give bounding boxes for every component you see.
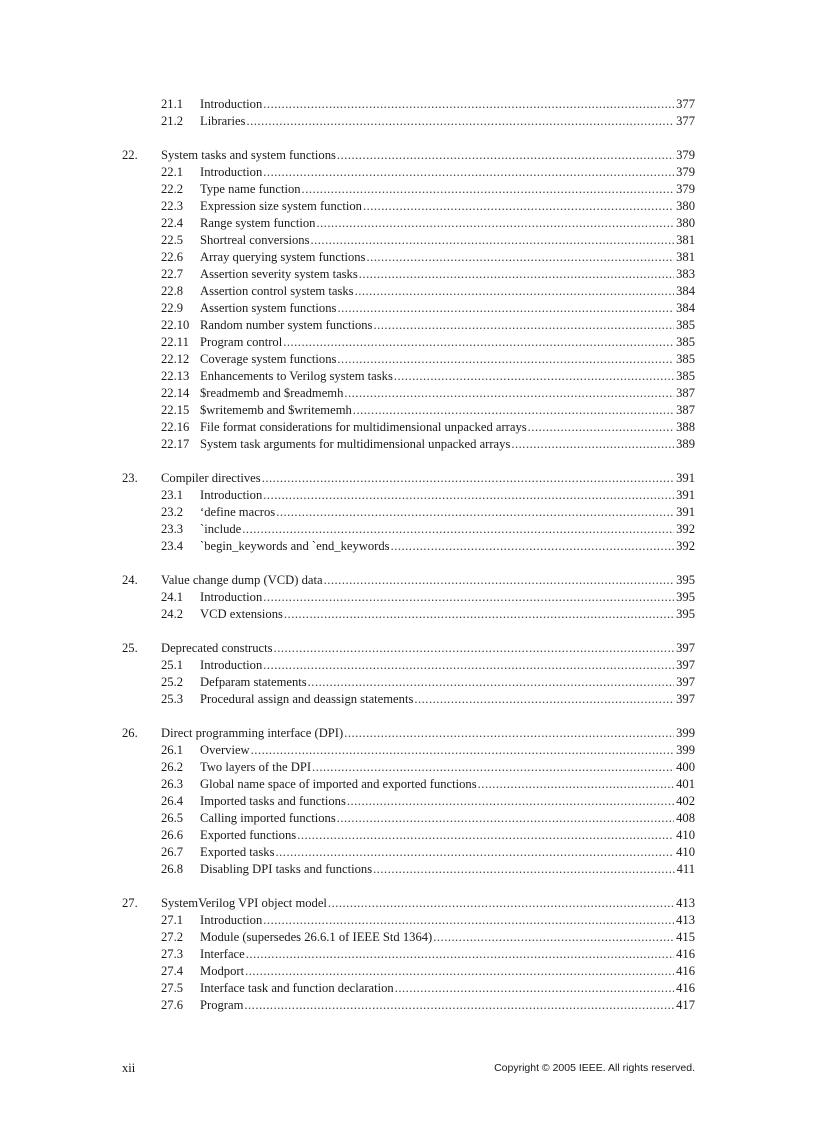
toc-section-row[interactable] [0, 793, 816, 810]
toc-chapter-number: 23. [122, 471, 138, 485]
page-footer [0, 1061, 816, 1077]
toc-section-row[interactable] [0, 589, 816, 606]
toc-section-number: 21.2 [161, 114, 184, 128]
toc-section-number: 22.3 [161, 199, 184, 213]
toc-page-number: 387 [676, 403, 695, 417]
toc-section-row[interactable] [0, 776, 816, 793]
toc-section-number: 26.6 [161, 828, 184, 842]
toc-entry [200, 266, 695, 283]
toc-chapter-number: 27. [122, 896, 138, 910]
toc-section-number: 22.17 [161, 437, 190, 451]
toc-entry [200, 657, 695, 674]
dot-leader [344, 725, 674, 742]
toc-section-title: Procedural assign and deassign statements [200, 692, 414, 706]
toc-page-number: 399 [676, 726, 695, 740]
toc-section-number: 22.16 [161, 420, 190, 434]
toc-section-title: Defparam statements [200, 675, 307, 689]
toc-section-number: 26.5 [161, 811, 184, 825]
toc-page-number: 381 [676, 250, 695, 264]
toc-section-title: Libraries [200, 114, 246, 128]
toc-section-row[interactable] [0, 674, 816, 691]
toc-section-title: Assertion control system tasks [200, 284, 354, 298]
toc-section-number: 22.7 [161, 267, 184, 281]
toc-page-number: 385 [676, 369, 695, 383]
toc-entry [200, 334, 695, 351]
toc-section-title: Type name function [200, 182, 301, 196]
dot-leader [312, 759, 674, 776]
toc-page-number: 391 [676, 488, 695, 502]
toc-entry [200, 793, 695, 810]
toc-entry [200, 963, 695, 980]
toc-section-title: Introduction [200, 97, 263, 111]
toc-entry [200, 538, 695, 555]
toc-page-number: 410 [676, 845, 695, 859]
toc-page-number: 397 [676, 692, 695, 706]
toc-entry [200, 929, 695, 946]
dot-leader [244, 997, 674, 1014]
toc-section-row[interactable] [0, 164, 816, 181]
toc-chapter-row[interactable] [0, 640, 816, 657]
dot-leader [363, 198, 674, 215]
toc-section-row[interactable] [0, 334, 816, 351]
toc-section-number: 22.14 [161, 386, 190, 400]
toc-page-number: 380 [676, 199, 695, 213]
toc-page-number: 381 [676, 233, 695, 247]
dot-leader [297, 827, 674, 844]
toc-chapter-number: 26. [122, 726, 138, 740]
toc-section-number: 23.4 [161, 539, 184, 553]
toc-chapter-number: 24. [122, 573, 138, 587]
toc-page-number: 379 [676, 165, 695, 179]
footer-copyright: Copyright © 2005 IEEE. All rights reserved. [494, 1062, 695, 1074]
dot-leader [251, 742, 674, 759]
toc-section-number: 27.2 [161, 930, 184, 944]
toc-section-number: 27.3 [161, 947, 184, 961]
dot-leader [276, 504, 674, 521]
toc-page-number: 391 [676, 471, 695, 485]
toc-page-number: 397 [676, 675, 695, 689]
dot-leader [511, 436, 674, 453]
toc-section-title: Program control [200, 335, 283, 349]
toc-chapter-group [0, 470, 816, 555]
toc-section-row[interactable] [0, 181, 816, 198]
toc-page-number: 389 [676, 437, 695, 451]
dot-leader [337, 147, 674, 164]
toc-section-row[interactable] [0, 504, 816, 521]
dot-leader [276, 844, 675, 861]
dot-leader [284, 606, 674, 623]
toc-entry [200, 504, 695, 521]
toc-section-number: 26.3 [161, 777, 184, 791]
toc-page-number: 411 [676, 862, 695, 876]
toc-page-number: 416 [676, 947, 695, 961]
toc-section-row[interactable] [0, 691, 816, 708]
toc-section-title: Introduction [200, 590, 263, 604]
toc-section-row[interactable] [0, 844, 816, 861]
toc-section-number: 24.2 [161, 607, 184, 621]
toc-entry [161, 572, 695, 589]
toc-chapter-title: Deprecated constructs [161, 641, 273, 655]
toc-section-title: `include [200, 522, 242, 536]
toc-page-number: 397 [676, 641, 695, 655]
toc-entry [200, 113, 695, 130]
toc-section-title: Introduction [200, 658, 263, 672]
dot-leader [344, 385, 674, 402]
toc-section-row[interactable] [0, 606, 816, 623]
toc-section-row[interactable] [0, 96, 816, 113]
toc-entry [200, 589, 695, 606]
toc-chapter-title: System tasks and system functions [161, 148, 336, 162]
table-of-contents [0, 96, 816, 1031]
dot-leader [414, 691, 674, 708]
toc-page-number: 416 [676, 981, 695, 995]
toc-section-number: 27.5 [161, 981, 184, 995]
toc-section-title: Two layers of the DPI [200, 760, 312, 774]
toc-entry [200, 351, 695, 368]
toc-section-number: 22.9 [161, 301, 184, 315]
toc-entry [200, 691, 695, 708]
toc-page-number: 401 [676, 777, 695, 791]
toc-section-title: ‘define macros [200, 505, 276, 519]
toc-section-row[interactable] [0, 963, 816, 980]
toc-page-number: 379 [676, 148, 695, 162]
toc-section-row[interactable] [0, 759, 816, 776]
toc-entry [161, 470, 695, 487]
toc-page-number: 388 [676, 420, 695, 434]
toc-section-number: 26.8 [161, 862, 184, 876]
dot-leader [242, 521, 674, 538]
toc-entry [200, 997, 695, 1014]
toc-section-number: 26.4 [161, 794, 184, 808]
toc-entry [200, 419, 695, 436]
toc-entry [161, 640, 695, 657]
toc-section-title: Interface task and function declaration [200, 981, 394, 995]
toc-entry [200, 317, 695, 334]
dot-leader [263, 487, 674, 504]
toc-page-number: 377 [676, 114, 695, 128]
toc-section-title: Disabling DPI tasks and functions [200, 862, 373, 876]
toc-entry [200, 742, 695, 759]
toc-page-number: 413 [676, 896, 695, 910]
dot-leader [337, 810, 674, 827]
toc-section-number: 22.1 [161, 165, 184, 179]
toc-page-number: 387 [676, 386, 695, 400]
dot-leader [245, 963, 674, 980]
toc-entry [200, 300, 695, 317]
toc-section-title: Exported tasks [200, 845, 275, 859]
toc-chapter-row[interactable] [0, 470, 816, 487]
toc-page-number: 417 [676, 998, 695, 1012]
toc-section-number: 22.11 [161, 335, 189, 349]
toc-page-number: 383 [676, 267, 695, 281]
toc-section-number: 22.12 [161, 352, 190, 366]
toc-entry [200, 164, 695, 181]
toc-section-title: Assertion system functions [200, 301, 337, 315]
toc-page-number: 395 [676, 573, 695, 587]
dot-leader [310, 232, 674, 249]
toc-page-number: 391 [676, 505, 695, 519]
dot-leader [337, 351, 674, 368]
toc-chapter-row[interactable] [0, 895, 816, 912]
dot-leader [308, 674, 674, 691]
toc-page-number: 399 [676, 743, 695, 757]
toc-section-number: 25.1 [161, 658, 184, 672]
toc-section-row[interactable] [0, 436, 816, 453]
dot-leader [359, 266, 674, 283]
dot-leader [263, 164, 674, 181]
dot-leader [283, 334, 674, 351]
toc-section-number: 25.2 [161, 675, 184, 689]
toc-section-row[interactable] [0, 385, 816, 402]
toc-chapter-number: 22. [122, 148, 138, 162]
toc-entry [200, 980, 695, 997]
toc-entry [200, 96, 695, 113]
toc-section-title: Modport [200, 964, 245, 978]
toc-chapter-group [0, 96, 816, 130]
toc-section-row[interactable] [0, 283, 816, 300]
toc-section-number: 22.4 [161, 216, 184, 230]
toc-section-title: $readmemb and $readmemh [200, 386, 344, 400]
dot-leader [263, 912, 674, 929]
toc-entry [161, 725, 695, 742]
toc-section-row[interactable] [0, 249, 816, 266]
toc-entry [200, 776, 695, 793]
toc-section-title: Shortreal conversions [200, 233, 310, 247]
toc-section-title: File format considerations for multidimensional unpacked arrays [200, 420, 527, 434]
toc-section-row[interactable] [0, 317, 816, 334]
toc-section-row[interactable] [0, 368, 816, 385]
toc-chapter-title: Compiler directives [161, 471, 261, 485]
toc-entry [200, 198, 695, 215]
toc-page-number: 415 [676, 930, 695, 944]
dot-leader [263, 96, 674, 113]
toc-section-row[interactable] [0, 946, 816, 963]
toc-section-title: Calling imported functions [200, 811, 336, 825]
toc-entry [200, 759, 695, 776]
toc-section-row[interactable] [0, 827, 816, 844]
dot-leader [328, 895, 674, 912]
toc-chapter-group [0, 147, 816, 453]
toc-chapter-row[interactable] [0, 572, 816, 589]
toc-section-row[interactable] [0, 402, 816, 419]
toc-page-number: 410 [676, 828, 695, 842]
dot-leader [373, 861, 674, 878]
toc-chapter-group [0, 725, 816, 878]
toc-section-number: 27.4 [161, 964, 184, 978]
toc-page-number: 402 [676, 794, 695, 808]
toc-section-row[interactable] [0, 810, 816, 827]
toc-chapter-title: Value change dump (VCD) data [161, 573, 323, 587]
toc-entry [200, 181, 695, 198]
toc-section-row[interactable] [0, 980, 816, 997]
toc-entry [200, 215, 695, 232]
toc-entry [200, 385, 695, 402]
toc-page-number: 385 [676, 318, 695, 332]
toc-section-row[interactable] [0, 113, 816, 130]
toc-page-number: 392 [676, 539, 695, 553]
toc-page-number: 379 [676, 182, 695, 196]
toc-page-number: 397 [676, 658, 695, 672]
toc-section-number: 22.6 [161, 250, 184, 264]
toc-chapter-group [0, 572, 816, 623]
dot-leader [355, 283, 675, 300]
dot-leader [316, 215, 674, 232]
toc-section-number: 22.2 [161, 182, 184, 196]
toc-section-number: 22.13 [161, 369, 190, 383]
toc-section-number: 26.2 [161, 760, 184, 774]
toc-section-row[interactable] [0, 997, 816, 1014]
toc-section-row[interactable] [0, 912, 816, 929]
toc-section-title: Expression size system function [200, 199, 362, 213]
toc-page-number: 392 [676, 522, 695, 536]
toc-section-number: 21.1 [161, 97, 184, 111]
toc-section-title: System task arguments for multidimensional unpacked arrays [200, 437, 511, 451]
toc-section-title: Random number system functions [200, 318, 373, 332]
dot-leader [246, 113, 674, 130]
toc-section-number: 26.1 [161, 743, 184, 757]
dot-leader [478, 776, 674, 793]
toc-entry [200, 402, 695, 419]
dot-leader [391, 538, 675, 555]
toc-section-row[interactable] [0, 861, 816, 878]
toc-page-number: 408 [676, 811, 695, 825]
toc-section-title: Introduction [200, 165, 263, 179]
dot-leader [262, 470, 674, 487]
dot-leader [337, 300, 674, 317]
toc-section-number: 26.7 [161, 845, 184, 859]
toc-entry [200, 810, 695, 827]
dot-leader [353, 402, 674, 419]
toc-entry [200, 283, 695, 300]
toc-entry [200, 861, 695, 878]
toc-section-row[interactable] [0, 657, 816, 674]
toc-section-number: 22.15 [161, 403, 190, 417]
toc-chapter-title: Direct programming interface (DPI) [161, 726, 344, 740]
toc-section-number: 22.10 [161, 318, 190, 332]
toc-page-number: 385 [676, 335, 695, 349]
toc-section-number: 27.6 [161, 998, 184, 1012]
toc-section-title: Coverage system functions [200, 352, 337, 366]
toc-section-row[interactable] [0, 929, 816, 946]
toc-section-title: Array querying system functions [200, 250, 366, 264]
toc-section-title: Imported tasks and functions [200, 794, 346, 808]
toc-entry [200, 521, 695, 538]
toc-entry [200, 912, 695, 929]
toc-entry [200, 487, 695, 504]
dot-leader [433, 929, 674, 946]
toc-section-row[interactable] [0, 215, 816, 232]
toc-entry [161, 895, 695, 912]
dot-leader [347, 793, 674, 810]
toc-page-number: 395 [676, 607, 695, 621]
dot-leader [302, 181, 675, 198]
toc-section-number: 23.2 [161, 505, 184, 519]
toc-section-number: 24.1 [161, 590, 184, 604]
toc-section-title: Overview [200, 743, 250, 757]
dot-leader [373, 317, 674, 334]
toc-section-title: Module (supersedes 26.6.1 of IEEE Std 1364) [200, 930, 433, 944]
toc-section-row[interactable] [0, 487, 816, 504]
dot-leader [395, 980, 674, 997]
dot-leader [528, 419, 674, 436]
toc-section-row[interactable] [0, 538, 816, 555]
toc-entry [200, 844, 695, 861]
toc-page-number: 385 [676, 352, 695, 366]
toc-chapter-row[interactable] [0, 725, 816, 742]
toc-page-number: 384 [676, 284, 695, 298]
toc-entry [200, 249, 695, 266]
dot-leader [274, 640, 675, 657]
toc-chapter-group [0, 895, 816, 1014]
toc-chapter-title: SystemVerilog VPI object model [161, 896, 327, 910]
toc-page-number: 395 [676, 590, 695, 604]
toc-chapter-number: 25. [122, 641, 138, 655]
toc-section-title: $writememb and $writememh [200, 403, 352, 417]
toc-section-number: 22.8 [161, 284, 184, 298]
toc-entry [200, 232, 695, 249]
toc-page-number: 400 [676, 760, 695, 774]
toc-section-row[interactable] [0, 300, 816, 317]
toc-section-title: Global name space of imported and exported functions [200, 777, 477, 791]
toc-section-row[interactable] [0, 351, 816, 368]
toc-page-number: 380 [676, 216, 695, 230]
toc-section-number: 23.1 [161, 488, 184, 502]
toc-section-row[interactable] [0, 419, 816, 436]
toc-page-number: 413 [676, 913, 695, 927]
toc-section-number: 27.1 [161, 913, 184, 927]
footer-page-number: xii [122, 1061, 136, 1075]
toc-section-title: Interface [200, 947, 245, 961]
dot-leader [246, 946, 674, 963]
toc-section-row[interactable] [0, 521, 816, 538]
toc-entry [161, 147, 695, 164]
toc-section-title: Assertion severity system tasks [200, 267, 358, 281]
dot-leader [324, 572, 675, 589]
dot-leader [263, 589, 674, 606]
toc-entry [200, 827, 695, 844]
toc-page-number: 377 [676, 97, 695, 111]
toc-section-row[interactable] [0, 232, 816, 249]
toc-section-number: 25.3 [161, 692, 184, 706]
toc-section-title: Exported functions [200, 828, 297, 842]
toc-chapter-group [0, 640, 816, 708]
toc-entry [200, 674, 695, 691]
toc-section-title: Introduction [200, 488, 263, 502]
toc-section-title: Program [200, 998, 244, 1012]
dot-leader [394, 368, 674, 385]
toc-chapter-row[interactable] [0, 147, 816, 164]
toc-section-title: `begin_keywords and `end_keywords [200, 539, 390, 553]
dot-leader [366, 249, 674, 266]
toc-section-row[interactable] [0, 742, 816, 759]
toc-section-title: Enhancements to Verilog system tasks [200, 369, 393, 383]
toc-entry [200, 946, 695, 963]
dot-leader [263, 657, 674, 674]
toc-section-number: 23.3 [161, 522, 184, 536]
toc-page-number: 384 [676, 301, 695, 315]
toc-entry [200, 368, 695, 385]
toc-section-number: 22.5 [161, 233, 184, 247]
toc-section-title: Introduction [200, 913, 263, 927]
toc-section-title: Range system function [200, 216, 316, 230]
toc-section-row[interactable] [0, 266, 816, 283]
toc-section-title: VCD extensions [200, 607, 283, 621]
toc-page-number: 416 [676, 964, 695, 978]
toc-entry [200, 606, 695, 623]
toc-section-row[interactable] [0, 198, 816, 215]
toc-entry [200, 436, 695, 453]
